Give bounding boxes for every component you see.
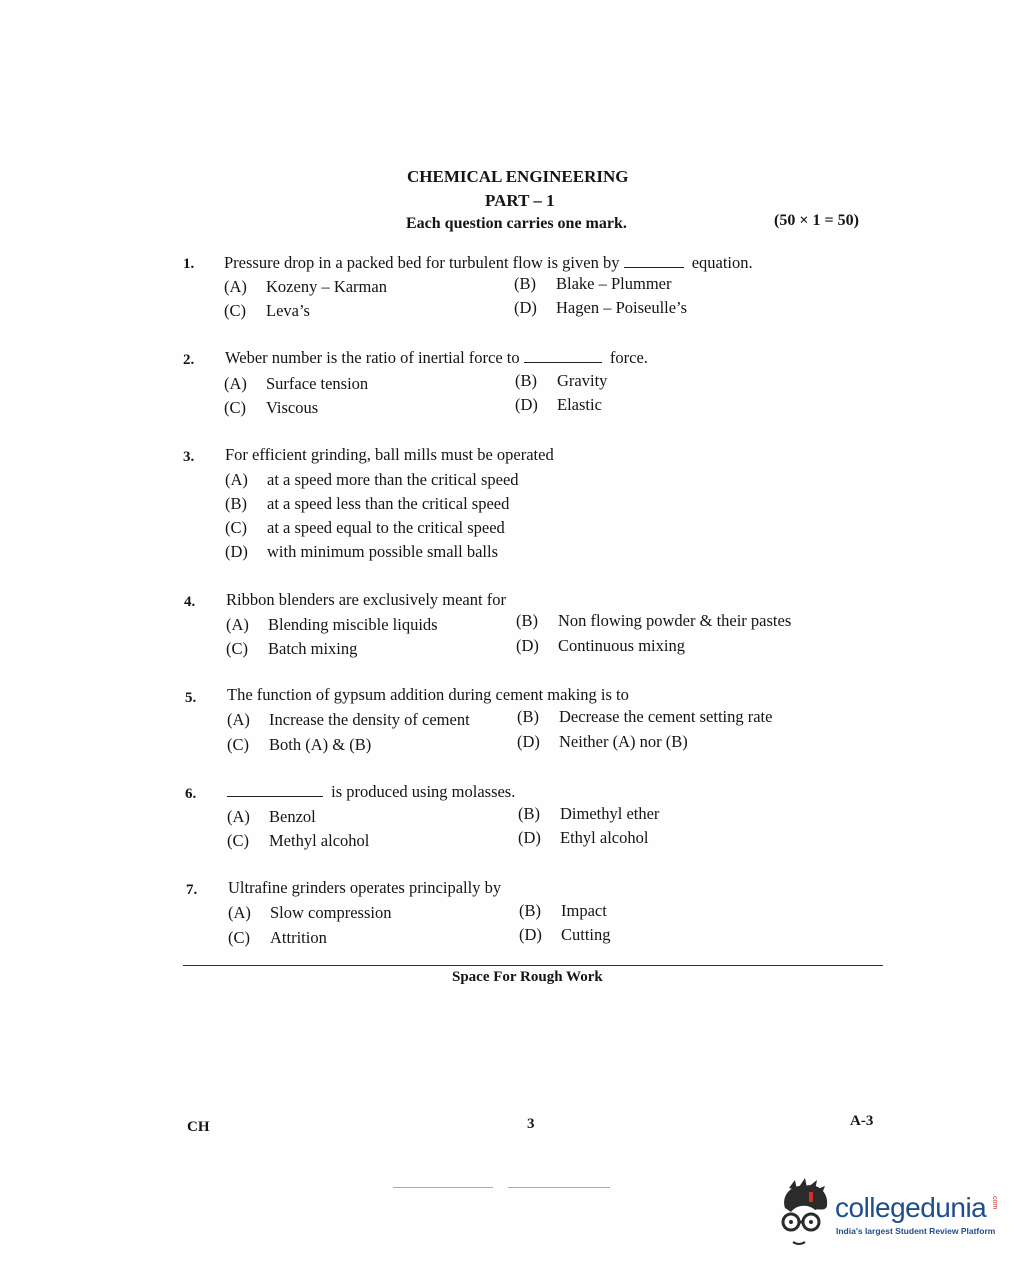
mascot-icon (775, 1178, 835, 1248)
option (517, 707, 772, 727)
option-label: (A) (226, 615, 249, 634)
booklet-code: A-3 (850, 1113, 874, 1129)
option-label: (C) (227, 735, 249, 754)
option-text: at a speed equal to the critical speed (267, 518, 505, 537)
question-number: 5. (185, 690, 197, 706)
question-number: 3. (183, 449, 195, 465)
answer-blank (524, 361, 602, 363)
option (224, 277, 387, 297)
option (228, 903, 391, 923)
question-number: 1. (183, 256, 195, 272)
option-text: Leva’s (266, 301, 310, 320)
question-text: Ultrafine grinders operates principally by (228, 878, 502, 897)
option (226, 639, 357, 659)
option-text: Gravity (557, 371, 608, 390)
option (224, 398, 318, 418)
option (225, 518, 505, 538)
option-text: Slow compression (270, 903, 392, 922)
option-text: Neither (A) nor (B) (559, 732, 688, 751)
option-text: Kozeny – Karman (266, 277, 387, 296)
rough-work-label: Space For Rough Work (452, 969, 603, 985)
answer-blank (624, 266, 684, 268)
question-number: 4. (184, 594, 196, 610)
instruction: Each question carries one mark. (406, 215, 627, 232)
option-text: Methyl alcohol (269, 831, 370, 850)
collegedunia-logo (775, 1178, 1015, 1248)
scan-line (393, 1187, 493, 1188)
question-text (227, 782, 515, 802)
option-text: at a speed more than the critical speed (267, 470, 519, 489)
option-label: (D) (225, 542, 248, 561)
question-number: 2. (183, 352, 195, 368)
option-label: (A) (224, 277, 247, 296)
option-text: Non flowing powder & their pastes (558, 611, 792, 630)
option-text: Dimethyl ether (560, 804, 660, 823)
footer-subject-code: CH (187, 1119, 210, 1135)
option-label: (C) (225, 518, 247, 537)
question-text-after: force. (609, 348, 648, 367)
logo-tagline: India's largest Student Review Platform (836, 1226, 996, 1236)
option-label: (D) (519, 925, 542, 944)
option-label: (B) (517, 707, 539, 726)
logo-wordmark: collegedunia (835, 1192, 987, 1223)
part-heading: PART – 1 (485, 191, 555, 210)
option (518, 828, 648, 848)
question-text: For efficient grinding, ball mills must be operated (225, 445, 554, 464)
option (515, 371, 607, 391)
option-label: (D) (516, 636, 539, 655)
option (517, 732, 688, 752)
question-text (224, 253, 753, 273)
option (225, 494, 509, 514)
option-text: Elastic (557, 395, 602, 414)
option-label: (C) (224, 301, 246, 320)
option-label: (A) (224, 374, 247, 393)
option-label: (C) (228, 928, 250, 947)
question-text: Ribbon blenders are exclusively meant for (226, 590, 506, 609)
option-text: Increase the density of cement (269, 710, 470, 729)
option (227, 807, 316, 827)
question-number: 7. (186, 882, 198, 898)
option-label: (A) (227, 807, 250, 826)
logo-suffix: .com (991, 1194, 998, 1210)
option-text: Attrition (270, 928, 327, 947)
option (227, 735, 371, 755)
option (228, 928, 327, 948)
option-text: at a speed less than the critical speed (267, 494, 510, 513)
option-label: (C) (227, 831, 249, 850)
scan-line (508, 1187, 610, 1188)
option-label: (B) (516, 611, 538, 630)
option-label: (A) (225, 470, 248, 489)
option (514, 298, 687, 318)
page-number: 3 (527, 1116, 535, 1132)
question-text-after: is produced using molasses. (331, 782, 516, 801)
rough-work-divider (183, 965, 883, 966)
option-text: Cutting (561, 925, 611, 944)
option (227, 710, 470, 730)
option-text: Batch mixing (268, 639, 358, 658)
option-label: (B) (515, 371, 537, 390)
question-text (225, 348, 648, 368)
page-title: CHEMICAL ENGINEERING (407, 167, 629, 186)
question-text-before: Pressure drop in a packed bed for turbulent flow is given by (224, 253, 620, 272)
option-label: (D) (514, 298, 537, 317)
option (227, 831, 369, 851)
option (226, 615, 438, 635)
option-text: Blending miscible liquids (268, 615, 438, 634)
option (519, 901, 607, 921)
option (518, 804, 659, 824)
option (224, 301, 310, 321)
option (225, 542, 498, 562)
option-label: (C) (224, 398, 246, 417)
option-text: Benzol (269, 807, 316, 826)
option-label: (D) (517, 732, 540, 751)
option (516, 636, 685, 656)
question-number: 6. (185, 786, 197, 802)
option-label: (A) (228, 903, 251, 922)
option-text: with minimum possible small balls (267, 542, 498, 561)
option (225, 470, 519, 490)
option-label: (B) (225, 494, 247, 513)
option-label: (A) (227, 710, 250, 729)
answer-blank (227, 795, 323, 797)
option-label: (B) (514, 274, 536, 293)
question-text-before: Weber number is the ratio of inertial force to (225, 348, 520, 367)
option-text: Impact (561, 901, 607, 920)
option-text: Decrease the cement setting rate (559, 707, 773, 726)
option-label: (C) (226, 639, 248, 658)
option-label: (D) (518, 828, 541, 847)
option-label: (D) (515, 395, 538, 414)
question-text: The function of gypsum addition during cement making is to (227, 685, 629, 704)
option-text: Continuous mixing (558, 636, 685, 655)
option-label: (B) (518, 804, 540, 823)
option-text: Viscous (266, 398, 319, 417)
option (515, 395, 602, 415)
option-text: Blake – Plummer (556, 274, 672, 293)
option (224, 374, 368, 394)
question-text-after: equation. (691, 253, 753, 272)
marks-summary: (50 × 1 = 50) (774, 212, 859, 229)
option (516, 611, 791, 631)
option (519, 925, 611, 945)
option-text: Ethyl alcohol (560, 828, 649, 847)
option-text: Surface tension (266, 374, 369, 393)
option-label: (B) (519, 901, 541, 920)
option (514, 274, 671, 294)
option-text: Hagen – Poiseulle’s (556, 298, 688, 317)
option-text: Both (A) & (B) (269, 735, 372, 754)
